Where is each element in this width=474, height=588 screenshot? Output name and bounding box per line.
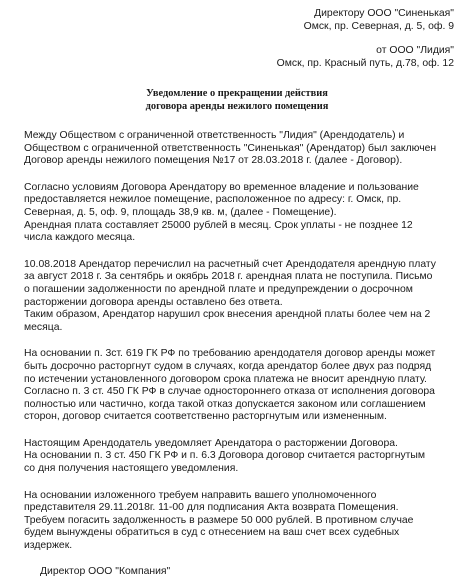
text-line: о погашении задолженности по арендной плате и предупреждении о досрочном [24,283,413,295]
document-title [0,88,474,113]
title-line-1: Уведомление о прекращении действия [146,88,328,99]
text-line: Согласно п. 3 ст. 450 ГК РФ в случае одностороннего отказа от исполнения договора [24,386,435,398]
text-line: за август 2018 г. За сентябрь и окябрь 2018 г. арендная плата не поступила. Письмо [24,271,433,283]
text-line: будем вынуждены обратиться в суд с отнесением на ваш счет всех судебных [24,527,400,539]
paragraph-payment-history [24,259,456,335]
text-line: Между Обществом с ограниченной ответственность "Лидия" (Арендодатель) и [24,130,405,141]
text-line: предоставляется нежилое помещение, расположенное по адресу: г. Омск, пр. [24,194,402,206]
text-line: Согласно условиям Договора Арендатору во временное владение и пользование [24,181,419,193]
text-line: На основании изложенного требуем направить вашего уполномоченного [24,489,377,501]
paragraph-premises [24,182,456,245]
text-line: по истечении установленного договором срока платежа не вносит арендную плату. [24,373,427,385]
sender-from-address: Омск, пр. Красный путь, д.78, оф. 12 [276,57,454,69]
sender-from-line: от ООО "Лидия" [376,45,454,57]
paragraph-demands [24,490,456,553]
text-line: полностью или частично, когда такой отказ допускается законом или соглашением [24,398,426,410]
text-line: Требуем погасить задолженность в размере 50 000 рублей. В противном случае [24,514,414,526]
signature-line: Директор ООО "Компания" [40,566,171,577]
text-line: Таким образом, Арендатор нарушил срок внесения арендной платы более чем на 2 [24,309,431,321]
text-line: месяца. [24,321,63,333]
text-line: со дня получения настоящего уведомления. [24,463,239,475]
recipient-to-address: Омск, пр. Северная, д. 5, оф. 9 [303,20,454,32]
recipient-block [224,8,454,70]
recipient-to-line: Директору ООО "Синенькая" [314,8,454,19]
text-line: издержек. [24,540,73,552]
paragraph-termination-notice [24,438,456,476]
paragraph-parties [24,130,456,168]
text-line: Обществом с ограниченной ответственность "Синенькая" (Арендатор) был заключен [24,142,437,154]
text-line: быть досрочно расторгнут судом в случаях, когда арендатор более двух раз подряд [24,360,432,372]
paragraph-legal-basis [24,348,456,424]
text-line: Северная, д. 5, оф. 9, площадь 38,9 кв. м, (далее - Помещение). [24,206,337,218]
text-line: Настоящим Арендодатель уведомляет Арендатора о расторжении Договора. [24,437,398,449]
text-line: На основании п. 3ст. 619 ГК РФ по требованию арендодателя договор аренды может [24,348,436,360]
text-line: Арендная плата составляет 25000 рублей в месяц. Срок уплаты - не позднее 12 [24,219,413,231]
text-line: 10.08.2018 Арендатор перечислил на расчетный счет Арендодателя арендную плату [24,258,436,270]
text-line: расторжении договора аренды оставлено без ответа. [24,296,283,308]
text-line: представителя 29.11.2018г. 11-00 для подписания Акта возврата Помещения. [24,502,399,514]
text-line: числа каждого месяца. [24,232,136,244]
text-line: сторон, договор считается соответственно расторгнутым или измененным. [24,411,387,423]
text-line: Договор аренды нежилого помещения №17 от 28.03.2018 г. (далее - Договор). [24,155,403,167]
text-line: На основании п. 3 ст. 450 ГК РФ и п. 6.3 Договора договор считается расторгнутым [24,450,426,462]
title-line-2: договора аренды нежилого помещения [145,100,329,112]
document-body [24,130,456,553]
